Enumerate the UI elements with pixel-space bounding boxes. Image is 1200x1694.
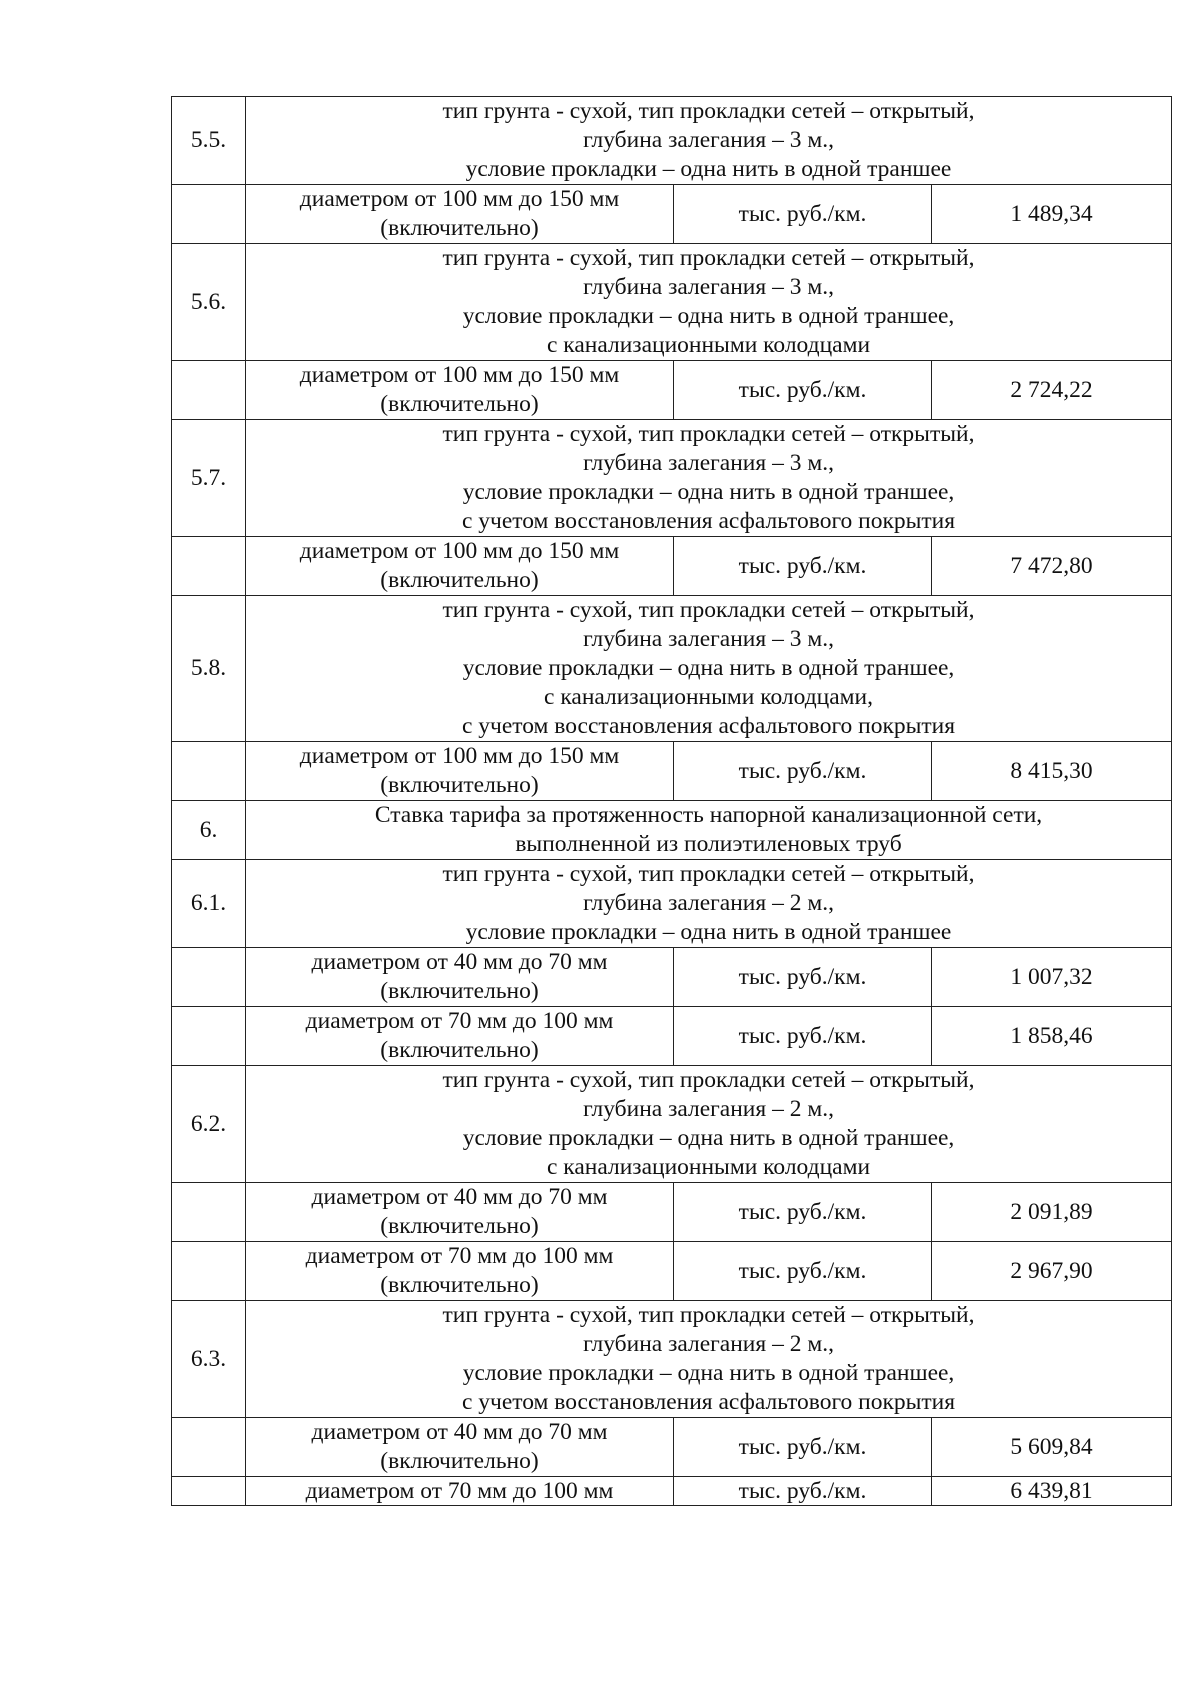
section-number: 6.1.	[172, 860, 246, 948]
section-conditions	[246, 596, 1172, 742]
unit-of-measure: тыс. руб./км.	[674, 742, 932, 801]
condition-line: условие прокладки – одна нить в одной траншее	[465, 156, 952, 182]
condition-line: тип грунта - сухой, тип прокладки сетей – открытый,	[442, 245, 975, 271]
section-number: 6.2.	[172, 1066, 246, 1183]
unit-of-measure: тыс. руб./км.	[674, 1007, 932, 1066]
tariff-item-row	[172, 361, 1172, 420]
diameter-line: (включительно)	[380, 1037, 539, 1063]
tariff-value: 2 967,90	[932, 1242, 1172, 1301]
section-header-row	[172, 801, 1172, 860]
condition-line: условие прокладки – одна нить в одной траншее,	[462, 479, 955, 505]
section-header-row	[172, 860, 1172, 948]
section-number: 5.8.	[172, 596, 246, 742]
pipe-diameter-description	[246, 1242, 674, 1301]
diameter-line: (включительно)	[380, 567, 539, 593]
diameter-line: (включительно)	[380, 772, 539, 798]
diameter-line: диаметром от 70 мм до 100 мм	[305, 1478, 614, 1504]
pipe-diameter-description	[246, 185, 674, 244]
diameter-line: диаметром от 100 мм до 150 мм	[299, 362, 620, 388]
item-number-empty	[172, 185, 246, 244]
condition-line: тип грунта - сухой, тип прокладки сетей – открытый,	[442, 421, 975, 447]
section-header-row	[172, 596, 1172, 742]
condition-line: с учетом восстановления асфальтового покрытия	[461, 713, 956, 739]
pipe-diameter-description	[246, 742, 674, 801]
condition-line: условие прокладки – одна нить в одной траншее,	[462, 1125, 955, 1151]
condition-line: с канализационными колодцами	[546, 332, 871, 358]
item-number-empty	[172, 361, 246, 420]
tariff-item-row	[172, 948, 1172, 1007]
condition-line: с учетом восстановления асфальтового покрытия	[461, 1389, 956, 1415]
unit-of-measure: тыс. руб./км.	[674, 1477, 932, 1506]
tariff-item-row	[172, 742, 1172, 801]
diameter-line: диаметром от 40 мм до 70 мм	[311, 949, 608, 975]
condition-line: условие прокладки – одна нить в одной траншее,	[462, 303, 955, 329]
condition-line: тип грунта - сухой, тип прокладки сетей – открытый,	[442, 98, 975, 124]
diameter-line: (включительно)	[380, 215, 539, 241]
tariff-value: 8 415,30	[932, 742, 1172, 801]
condition-line: тип грунта - сухой, тип прокладки сетей – открытый,	[442, 1067, 975, 1093]
pipe-diameter-description	[246, 361, 674, 420]
section-conditions	[246, 1066, 1172, 1183]
section-conditions	[246, 1301, 1172, 1418]
unit-of-measure: тыс. руб./км.	[674, 361, 932, 420]
diameter-line: диаметром от 100 мм до 150 мм	[299, 743, 620, 769]
diameter-line: диаметром от 70 мм до 100 мм	[305, 1008, 614, 1034]
section-number: 6.	[172, 801, 246, 860]
diameter-line: (включительно)	[380, 1213, 539, 1239]
pipe-diameter-description	[246, 1418, 674, 1477]
condition-line: тип грунта - сухой, тип прокладки сетей – открытый,	[442, 597, 975, 623]
section-header-row	[172, 244, 1172, 361]
tariff-item-row	[172, 1183, 1172, 1242]
condition-line: с учетом восстановления асфальтового покрытия	[461, 508, 956, 534]
unit-of-measure: тыс. руб./км.	[674, 185, 932, 244]
tariff-value: 2 091,89	[932, 1183, 1172, 1242]
condition-line: глубина залегания – 2 м.,	[583, 890, 834, 916]
condition-line: тип грунта - сухой, тип прокладки сетей – открытый,	[442, 861, 975, 887]
condition-line: глубина залегания – 2 м.,	[583, 1096, 834, 1122]
condition-line: с канализационными колодцами	[546, 1154, 871, 1180]
section-conditions	[246, 801, 1172, 860]
tariff-value: 6 439,81	[932, 1477, 1172, 1506]
tariff-value: 5 609,84	[932, 1418, 1172, 1477]
section-conditions	[246, 420, 1172, 537]
unit-of-measure: тыс. руб./км.	[674, 1183, 932, 1242]
item-number-empty	[172, 1242, 246, 1301]
tariff-item-row	[172, 537, 1172, 596]
tariff-value: 1 489,34	[932, 185, 1172, 244]
section-conditions	[246, 244, 1172, 361]
section-header-row	[172, 420, 1172, 537]
diameter-line: диаметром от 100 мм до 150 мм	[299, 538, 620, 564]
unit-of-measure: тыс. руб./км.	[674, 1418, 932, 1477]
tariff-table-body	[172, 97, 1172, 1506]
pipe-diameter-description	[246, 1007, 674, 1066]
condition-line: глубина залегания – 3 м.,	[583, 127, 834, 153]
condition-line: условие прокладки – одна нить в одной траншее,	[462, 655, 955, 681]
tariff-item-row	[172, 1418, 1172, 1477]
unit-of-measure: тыс. руб./км.	[674, 537, 932, 596]
section-number: 5.5.	[172, 97, 246, 185]
pipe-diameter-description	[246, 1183, 674, 1242]
pipe-diameter-description	[246, 1477, 674, 1506]
item-number-empty	[172, 742, 246, 801]
tariff-value: 7 472,80	[932, 537, 1172, 596]
tariff-value: 2 724,22	[932, 361, 1172, 420]
pipe-diameter-description	[246, 537, 674, 596]
tariff-value: 1 007,32	[932, 948, 1172, 1007]
diameter-line: диаметром от 100 мм до 150 мм	[299, 186, 620, 212]
condition-line: глубина залегания – 3 м.,	[583, 626, 834, 652]
item-number-empty	[172, 537, 246, 596]
condition-line: глубина залегания – 2 м.,	[583, 1331, 834, 1357]
item-number-empty	[172, 1418, 246, 1477]
item-number-empty	[172, 1007, 246, 1066]
item-number-empty	[172, 948, 246, 1007]
section-conditions	[246, 860, 1172, 948]
condition-line: тип грунта - сухой, тип прокладки сетей – открытый,	[442, 1302, 975, 1328]
diameter-line: (включительно)	[380, 978, 539, 1004]
condition-line: глубина залегания – 3 м.,	[583, 450, 834, 476]
diameter-line: диаметром от 70 мм до 100 мм	[305, 1243, 614, 1269]
section-number: 6.3.	[172, 1301, 246, 1418]
diameter-line: диаметром от 40 мм до 70 мм	[311, 1184, 608, 1210]
tariff-value: 1 858,46	[932, 1007, 1172, 1066]
diameter-line: диаметром от 40 мм до 70 мм	[311, 1419, 608, 1445]
tariff-item-row	[172, 1242, 1172, 1301]
item-number-empty	[172, 1477, 246, 1506]
condition-line: Ставка тарифа за протяженность напорной канализационной сети,	[374, 802, 1043, 828]
condition-line: глубина залегания – 3 м.,	[583, 274, 834, 300]
tariff-item-row	[172, 1477, 1172, 1506]
condition-line: с канализационными колодцами,	[544, 684, 873, 710]
condition-line: выполненной из полиэтиленовых труб	[515, 831, 902, 857]
tariff-table	[171, 96, 1172, 1506]
section-header-row	[172, 1301, 1172, 1418]
diameter-line: (включительно)	[380, 1448, 539, 1474]
condition-line: условие прокладки – одна нить в одной траншее,	[462, 1360, 955, 1386]
section-header-row	[172, 1066, 1172, 1183]
condition-line: условие прокладки – одна нить в одной траншее	[465, 919, 952, 945]
pipe-diameter-description	[246, 948, 674, 1007]
tariff-item-row	[172, 185, 1172, 244]
item-number-empty	[172, 1183, 246, 1242]
tariff-item-row	[172, 1007, 1172, 1066]
diameter-line: (включительно)	[380, 391, 539, 417]
section-number: 5.6.	[172, 244, 246, 361]
diameter-line: (включительно)	[380, 1272, 539, 1298]
unit-of-measure: тыс. руб./км.	[674, 948, 932, 1007]
section-header-row	[172, 97, 1172, 185]
section-conditions	[246, 97, 1172, 185]
unit-of-measure: тыс. руб./км.	[674, 1242, 932, 1301]
section-number: 5.7.	[172, 420, 246, 537]
